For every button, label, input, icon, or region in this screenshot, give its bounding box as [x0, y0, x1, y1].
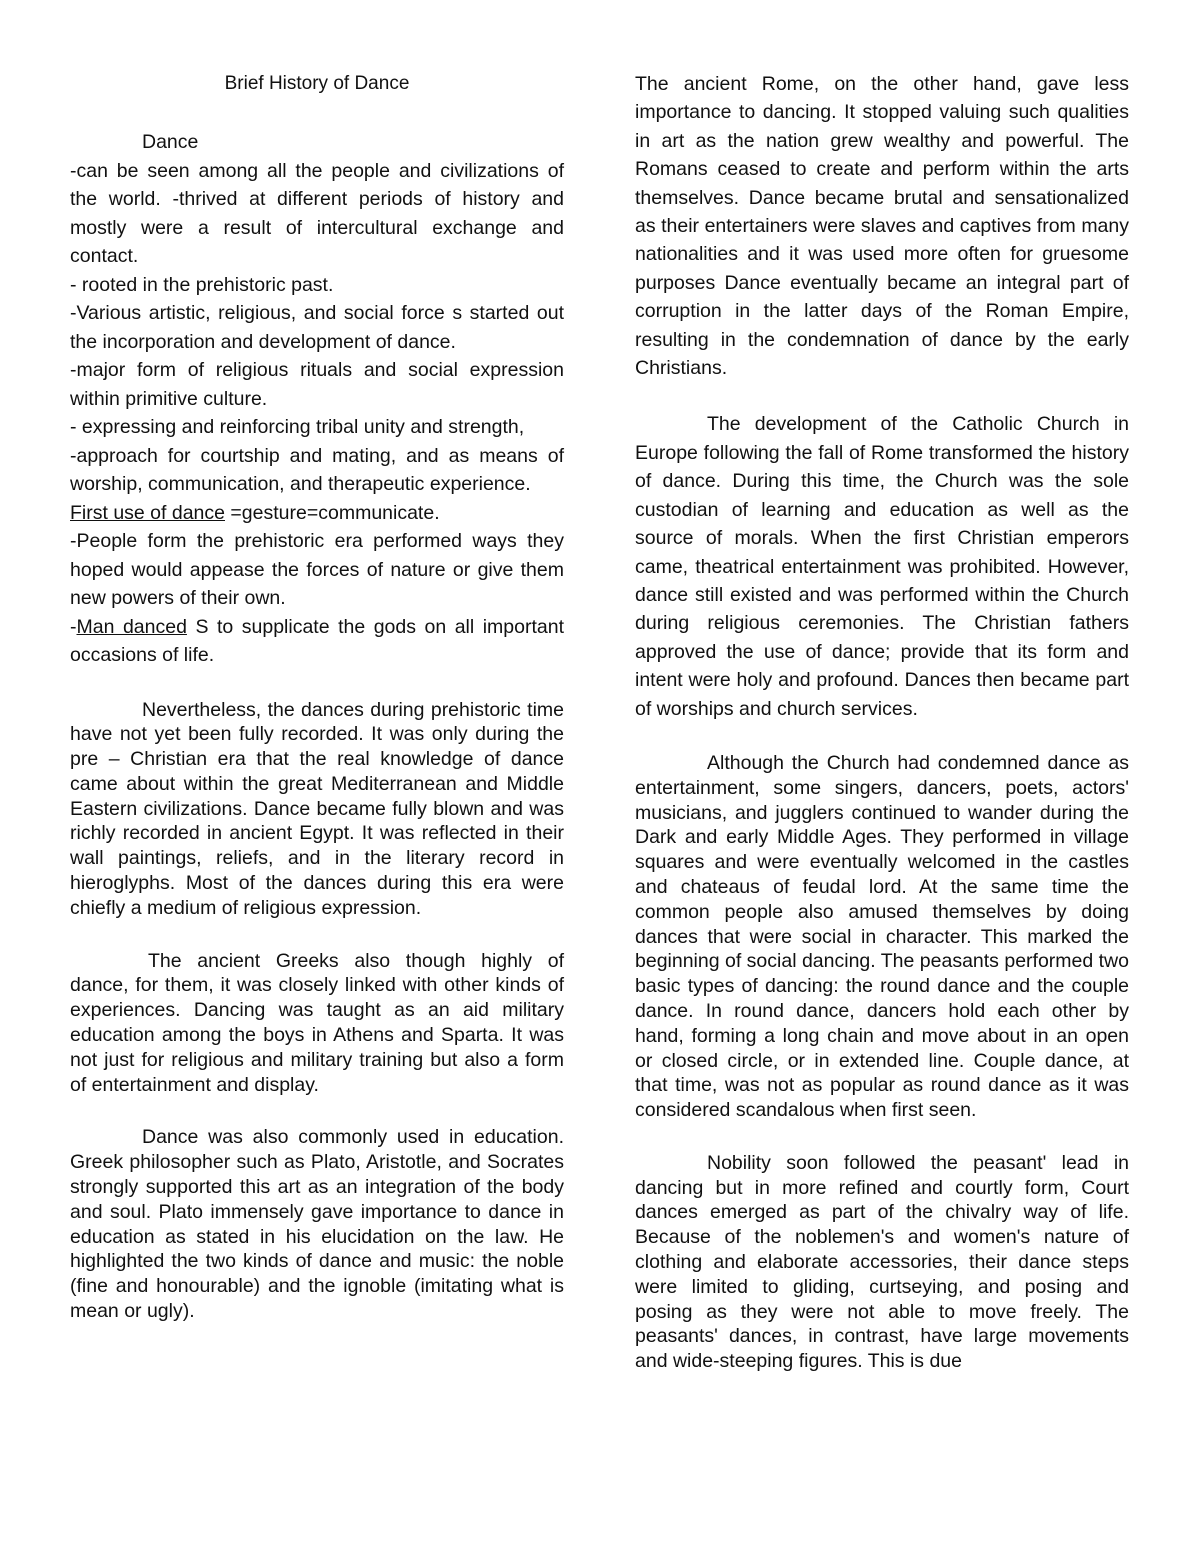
bullet-social-forces: -Various artistic, religious, and social force s started out the incorporation and development of dance.	[70, 302, 564, 353]
bullet-civilizations: -can be seen among all the people and civilizations of the world. -thrived at different periods of history and mostly were a result of intercultural exchange and contact.	[70, 159, 564, 267]
bullet-tribal-unity: - expressing and reinforcing tribal unity and strength,	[70, 416, 525, 438]
paragraph-rome: The ancient Rome, on the other hand, gave less importance to dancing. It stopped valuing such qualities in art as the nation grew wealthy and powerful. The Romans ceased to create and perform within the arts themselves. Dance became brutal and sensationalized as their entertainers were slaves and captives from many nationalities and it was used more often for gruesome purposes Dance eventually became an integral part of corruption in the latter days of the Roman Empire, resulting in the condemnation of dance by the early Christians.	[635, 73, 1129, 380]
man-danced-prefix: -	[70, 615, 77, 638]
bullet-man-danced	[70, 613, 564, 670]
right-column	[635, 70, 1129, 1374]
paragraph-greeks: The ancient Greeks also though highly of dance, for them, it was closely linked with other kinds of experiences. Dancing was taught as an aid military education among the boys in Athens and Sparta. It was not just for religious and military training but also a form of entertainment and display.	[70, 949, 564, 1096]
document-title: Brief History of Dance	[224, 73, 410, 94]
left-column	[70, 70, 564, 1324]
bullet-appease-nature: -People form the prehistoric era performed ways they hoped would appease the forces of nature or give them new powers of their own.	[70, 530, 564, 609]
bullet-first-use	[70, 499, 564, 528]
paragraph-church: The development of the Catholic Church in Europe following the fall of Rome transformed the history of dance. During this time, the Church was the sole custodian of learning and education as well as the source of morals. When the first Christian emperors came, theatrical entertainment was prohibited. However, dance still existed and was performed within the Church during religious ceremonies. The Christian fathers approved the use of dance; provide that its form and intent were holy and profound. Dances then became part of worships and church services.	[635, 413, 1129, 720]
paragraph-nobility: Nobility soon followed the peasant' lead in dancing but in more refined and courtly form, Court dances emerged as part of the chivalry way of life. Because of the noblemen's and women's nature of clothing and elaborate accessories, their dance steps were limited to gliding, curtseying, and posing and posing as they were not able to move freely. The peasants' dances, in contrast, have large movements and wide-steeping figures. This is due	[635, 1151, 1129, 1373]
bullet-religious-rituals: -major form of religious rituals and social expression within primitive culture.	[70, 359, 564, 410]
paragraph-prehistoric: Nevertheless, the dances during prehistoric time have not yet been fully recorded. It was only during the pre – Christian era that the real knowledge of dance came about within the great Mediterranean and Middle Eastern civilizations. Dance became fully blown and was richly recorded in ancient Egypt. It was reflected in their wall paintings, reliefs, and in the literary record in hieroglyphs. Most of the dances during this era were chiefly a medium of religious expression.	[70, 698, 564, 919]
bullet-prehistoric-roots: - rooted in the prehistoric past.	[70, 273, 334, 296]
man-danced-underlined: Man danced	[76, 615, 187, 638]
man-danced-rest: S to supplicate the gods on all important occasions of life.	[70, 615, 565, 666]
first-use-underlined: First use of dance	[70, 501, 225, 524]
paragraph-social-dancing: Although the Church had condemned dance as entertainment, some singers, dancers, poets, actors' musicians, and jugglers continued to wander during the Dark and early Middle Ages. They performed in village squares and were eventually welcomed in the castles and chateaus of feudal lord. At the same time the common people also amused themselves by doing dances that were social in character. This marked the beginning of social dancing. The peasants performed two basic types of dancing: the round dance and the couple dance. In round dance, dancers hold each other by hand, forming a long chain and move about in an open or closed circle, or in extended line. Couple dance, at that time, was not as popular as round dance as it was considered scandalous when first seen.	[635, 751, 1129, 1122]
bullet-courtship: -approach for courtship and mating, and as means of worship, communication, and therapeutic experience.	[70, 444, 564, 495]
term-heading: Dance	[142, 131, 199, 153]
paragraph-education: Dance was also commonly used in education. Greek philosopher such as Plato, Aristotle, and Socrates strongly supported this art as an integration of the body and soul. Plato immensely gave importance to dance in education as stated in his elucidation on the law. He highlighted the two kinds of dance and music: the noble (fine and honourable) and the ignoble (imitating what is mean or ugly).	[70, 1126, 564, 1323]
first-use-rest: =gesture=communicate.	[225, 501, 440, 524]
